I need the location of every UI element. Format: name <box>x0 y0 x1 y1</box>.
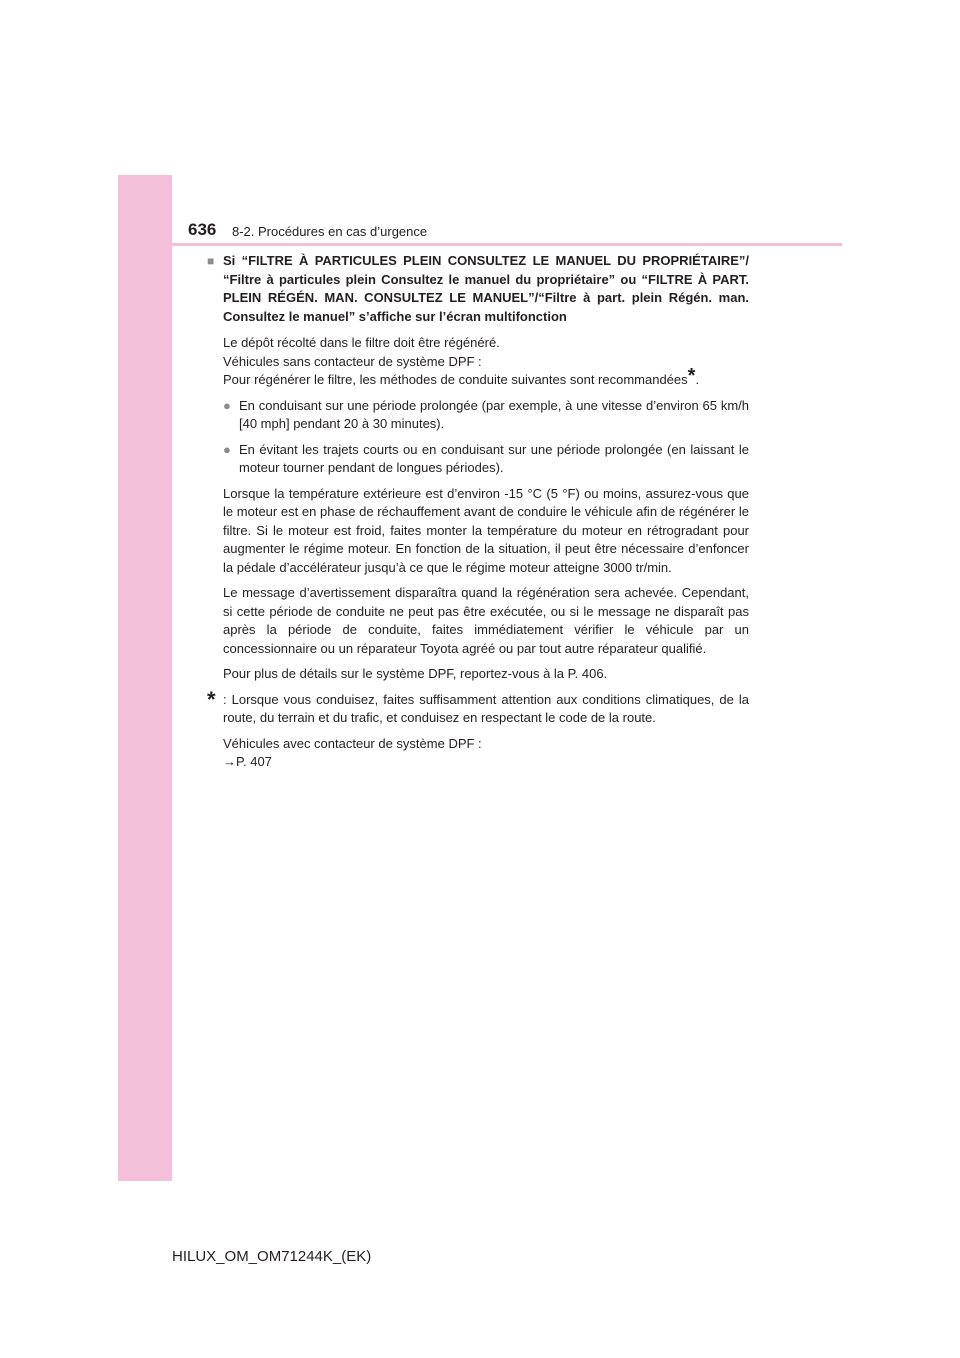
list-item-text: En conduisant sur une période prolongée (par exemple, à une vitesse d’environ 65 km/h [40 mph] pendant 20 à 30 minutes). <box>239 397 749 431</box>
dpf-details-paragraph: Pour plus de détails sur le système DPF, reportez-vous à la P. 406. <box>223 666 608 681</box>
intro-line-2: Véhicules sans contacteur de système DPF : <box>223 353 482 369</box>
with-switch-label: Véhicules avec contacteur de système DPF : <box>223 735 482 751</box>
list-item <box>207 397 749 434</box>
cold-weather-paragraph: Lorsque la température extérieure est d’environ -15 °C (5 °F) ou moins, assurez-vous que le moteur est en phase de réchauffement avant de conduire le véhicule afin de régénérer le filtre. Si le moteur est froid, faites monter la température du moteur en rétrogradant pour augmenter le régime moteur. En fonction de la situation, il peut être nécessaire d’enfoncer la pédale d’accélérateur jusqu’à ce que le régime moteur atteigne 3000 tr/min. <box>223 485 749 575</box>
intro-line-3 <box>207 365 749 390</box>
footnote-text: : Lorsque vous conduisez, faites suffisamment attention aux conditions climatiques, de la route, du terrain et du trafic, et conduisez en respectant le code de la route. <box>223 691 749 725</box>
section-title: 8-2. Procédures en cas d’urgence <box>232 224 428 239</box>
warning-heading <box>207 252 749 326</box>
document-code: HILUX_OM_OM71244K_(EK) <box>172 1248 372 1265</box>
list-item-text: En évitant les trajets courts ou en conduisant sur une période prolongée (en laissant le moteur tourner pendant de longues périodes). <box>239 441 749 475</box>
square-bullet-icon: ■ <box>207 254 215 268</box>
circle-bullet-icon: ● <box>223 441 231 457</box>
footnote-star-icon: * <box>207 686 216 712</box>
circle-bullet-icon: ● <box>223 397 231 413</box>
intro-line-3-text: Pour régénérer le filtre, les méthodes de conduite suivantes sont recommandées <box>223 372 688 387</box>
page-reference-link[interactable]: →P. 407 <box>223 754 272 769</box>
chapter-tab-band <box>118 175 172 1181</box>
footnote-star-mark: * <box>687 365 696 387</box>
warning-message-paragraph: Le message d’avertissement disparaîtra quand la régénération sera achevée. Cependant, si cette période de conduite ne peut pas être exécutée, ou si le message ne disparaît pas après la période de conduite, faites immédiatement vérifier le véhicule par un concessionnaire ou un réparateur Toyota agréé ou par tout autre réparateur qualifié. <box>223 585 749 656</box>
intro-line-3-period: . <box>695 372 700 387</box>
list-item <box>207 441 749 478</box>
page-content <box>207 252 749 772</box>
warning-heading-text: Si “FILTRE À PARTICULES PLEIN CONSULTEZ LE MANUEL DU PROPRIÉTAIRE”/ “Filtre à particules plein Consultez le manuel du propriétaire” ou “FILTRE À PART. PLEIN RÉGÉN. MAN. CONSULTEZ LE MANUEL”/“Filtre à part. plein Régén. man. Consultez le manuel” s’affiche sur l’écran multifonction <box>223 253 749 324</box>
page-number: 636 <box>188 220 217 239</box>
footnote <box>207 686 749 728</box>
intro-line-1: Le dépôt récolté dans le filtre doit être régénéré. <box>223 335 500 350</box>
header-rule <box>172 243 842 246</box>
